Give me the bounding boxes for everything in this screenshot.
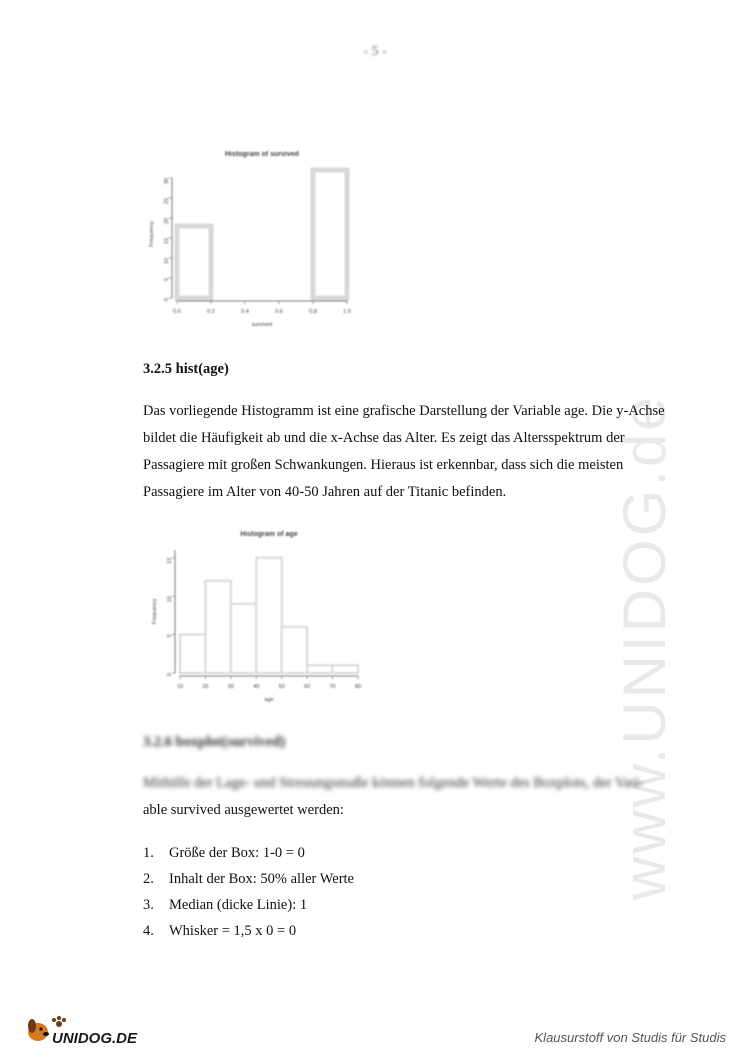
- paragraph-boxplot-line1: Mithilfe der Lage- und Streuungsmaße können folgende Werte des Boxplots, der Vari-: [143, 775, 644, 791]
- y-axis-label: Frequency: [149, 221, 155, 247]
- chart-title: Histogram of survived: [225, 151, 299, 158]
- page-number: - 5 -: [363, 44, 387, 59]
- x-tick-label: 40: [253, 684, 260, 690]
- section-heading-3-2-6: 3.2.6 boxplot(survived): [143, 734, 286, 750]
- x-tick-label: 0.4: [241, 309, 249, 315]
- list-text: Whisker = 1,5 x 0 = 0: [169, 923, 297, 939]
- x-axis-label: survived: [251, 322, 273, 328]
- histogram-bar: [231, 604, 256, 673]
- logo-text: UNIDOG.DE: [52, 1030, 138, 1047]
- x-tick-label: 0.8: [309, 309, 317, 315]
- y-tick-label: 5: [164, 278, 170, 282]
- x-tick-label: 20: [202, 684, 209, 690]
- y-tick-label: 10: [164, 258, 170, 265]
- histogram-bar: [177, 226, 211, 298]
- x-tick-label: 80: [354, 684, 362, 690]
- paragraph-boxplot-line2: able survived ausgewertet werden:: [143, 802, 344, 818]
- y-tick-label: 15: [164, 238, 170, 245]
- histogram-age: [140, 520, 380, 720]
- y-tick-label: 25: [164, 198, 170, 205]
- y-tick-label: 10: [167, 596, 173, 603]
- y-tick-label: 15: [167, 557, 173, 564]
- y-tick-label: 30: [164, 178, 170, 185]
- x-tick-label: 30: [227, 684, 234, 690]
- histogram-bar: [180, 635, 205, 673]
- unidog-logo: [22, 1012, 152, 1048]
- y-tick-label: 0: [164, 298, 170, 302]
- x-tick-label: 10: [176, 684, 184, 690]
- list-item: [143, 892, 354, 918]
- x-axis-label: age: [264, 697, 274, 703]
- histogram-bar: [313, 170, 347, 298]
- y-axis-label: Frequency: [152, 598, 158, 625]
- footer-tagline: Klausurstoff von Studis für Studis: [534, 1030, 726, 1045]
- list-item: [143, 866, 354, 892]
- y-tick-label: 5: [167, 634, 173, 638]
- x-tick-label: 0.6: [275, 309, 283, 315]
- histogram-bar: [205, 581, 230, 673]
- x-tick-label: 70: [329, 684, 336, 690]
- watermark: www.UNIDOG.de: [611, 394, 678, 900]
- list-item: [143, 840, 354, 866]
- x-tick-label: 0.0: [173, 309, 181, 315]
- chart-title: Histogram of age: [240, 531, 298, 538]
- list-text: Median (dicke Linie): 1: [169, 897, 308, 913]
- boxplot-results-list: [143, 840, 354, 944]
- paragraph-hist-age: Das vorliegende Histogramm ist eine grafische Darstellung der Variable age. Die y-Achse bildet die Häufigkeit ab und die x-Achse das Alter. Es zeigt das Altersspektrum der Passagiere mit großen Schwankungen. Hieraus ist erkennbar, dass sich die meisten Passagiere im Alter von 40-50 Jahren auf der Titanic befinden.: [143, 403, 665, 500]
- x-tick-label: 1.0: [343, 309, 351, 315]
- histogram-survived: [140, 140, 370, 340]
- histogram-bar: [333, 665, 358, 673]
- list-number: 4.: [143, 923, 154, 939]
- x-tick-label: 60: [304, 684, 311, 690]
- section-heading-3-2-5: 3.2.5 hist(age): [143, 361, 229, 377]
- x-tick-label: 50: [278, 684, 285, 690]
- histogram-bar: [307, 665, 332, 673]
- y-tick-label: 0: [167, 673, 173, 677]
- list-text: Inhalt der Box: 50% aller Werte: [169, 871, 354, 887]
- list-number: 3.: [143, 897, 154, 913]
- y-tick-label: 20: [164, 218, 170, 225]
- x-tick-label: 0.2: [207, 309, 215, 315]
- list-number: 2.: [143, 871, 154, 887]
- histogram-bar: [282, 627, 307, 673]
- list-item: [143, 918, 354, 944]
- histogram-bar: [256, 558, 281, 673]
- list-number: 1.: [143, 845, 154, 861]
- list-text: Größe der Box: 1-0 = 0: [169, 845, 305, 861]
